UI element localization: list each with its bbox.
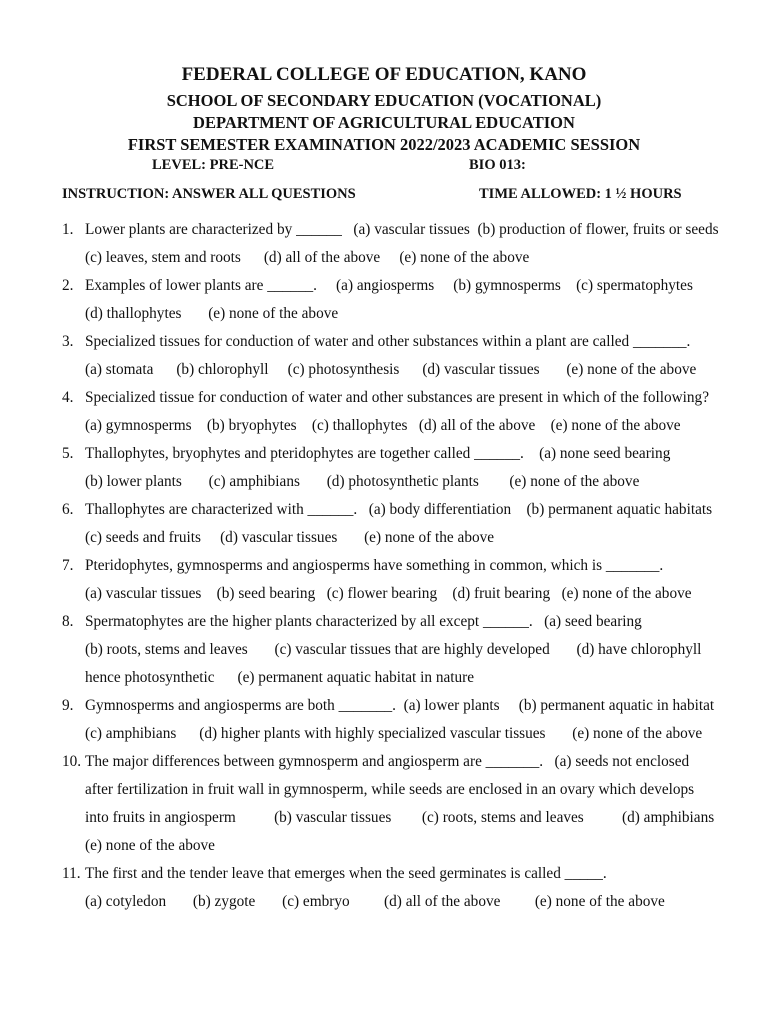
question-text: Gymnosperms and angiosperms are both _______. (a) lower plants (b) permanent aquatic in habitat — [85, 697, 715, 714]
question-line — [0, 720, 768, 748]
question-options: (c) amphibians (d) higher plants with highly specialized vascular tissues (e) none of the above — [85, 725, 703, 742]
instruction-text: INSTRUCTION: ANSWER ALL QUESTIONS — [62, 186, 356, 202]
question-item — [0, 216, 768, 272]
question-number: 9. — [62, 697, 74, 714]
question-line — [0, 692, 768, 720]
question-line — [0, 636, 768, 664]
question-text: Lower plants are characterized by ______ (a) vascular tissues (b) production of flower, fruits or seeds — [85, 221, 719, 238]
question-text: Spermatophytes are the higher plants characterized by all except ______. (a) seed bearing — [85, 613, 642, 630]
question-line — [0, 608, 768, 636]
question-text: The first and the tender leave that emerges when the seed germinates is called _____. — [85, 865, 607, 882]
question-options: (a) gymnosperms (b) bryophytes (c) thallophytes (d) all of the above (e) none of the above — [85, 417, 681, 434]
question-line — [0, 804, 768, 832]
question-item — [0, 440, 768, 496]
question-line — [0, 300, 768, 328]
question-line — [0, 860, 768, 888]
question-options: (a) vascular tissues (b) seed bearing (c) flower bearing (d) fruit bearing (e) none of the above — [85, 585, 692, 602]
question-number: 11. — [62, 865, 81, 882]
question-item — [0, 608, 768, 692]
question-item — [0, 860, 768, 916]
exam-title: FIRST SEMESTER EXAMINATION 2022/2023 ACADEMIC SESSION — [127, 135, 641, 154]
question-line — [0, 244, 768, 272]
question-text: Pteridophytes, gymnosperms and angiosperms have something in common, which is _______. — [85, 557, 664, 574]
question-line — [0, 888, 768, 916]
question-options: (b) roots, stems and leaves (c) vascular tissues that are highly developed (d) have chlorophyll — [85, 641, 702, 658]
question-options: (e) none of the above — [85, 837, 215, 854]
question-number: 4. — [62, 389, 74, 406]
question-item — [0, 328, 768, 384]
question-line — [0, 272, 768, 300]
question-item — [0, 384, 768, 440]
question-item — [0, 272, 768, 328]
question-text: The major differences between gymnosperm and angiosperm are _______. (a) seeds not enclosed — [85, 753, 690, 770]
question-line — [0, 328, 768, 356]
question-number: 6. — [62, 501, 74, 518]
question-line — [0, 776, 768, 804]
question-text: Examples of lower plants are ______. (a) angiosperms (b) gymnosperms (c) spermatophytes — [85, 277, 693, 294]
department-title: DEPARTMENT OF AGRICULTURAL EDUCATION — [193, 113, 575, 132]
question-number: 5. — [62, 445, 74, 462]
question-number: 7. — [62, 557, 74, 574]
question-line — [0, 468, 768, 496]
question-line — [0, 356, 768, 384]
question-line — [0, 412, 768, 440]
question-options: (d) thallophytes (e) none of the above — [85, 305, 339, 322]
time-allowed: TIME ALLOWED: 1 ½ HOURS — [479, 186, 682, 202]
question-line — [0, 384, 768, 412]
question-line — [0, 748, 768, 776]
question-item — [0, 748, 768, 860]
college-title: FEDERAL COLLEGE OF EDUCATION, KANO — [181, 64, 587, 85]
course-code: BIO 013: — [469, 157, 526, 173]
question-options: (c) seeds and fruits (d) vascular tissues (e) none of the above — [85, 529, 495, 546]
question-text: Specialized tissues for conduction of water and other substances within a plant are called _______. — [85, 333, 691, 350]
question-line — [0, 216, 768, 244]
question-text: Thallophytes are characterized with ______. (a) body differentiation (b) permanent aquatic habitats — [85, 501, 713, 518]
question-number: 8. — [62, 613, 74, 630]
question-line — [0, 580, 768, 608]
question-line — [0, 524, 768, 552]
question-text: Thallophytes, bryophytes and pteridophytes are together called ______. (a) none seed bearing — [85, 445, 671, 462]
question-number: 3. — [62, 333, 74, 350]
level-label: LEVEL: PRE-NCE — [152, 157, 275, 173]
question-line — [0, 440, 768, 468]
question-line — [0, 552, 768, 580]
question-number: 1. — [62, 221, 74, 238]
question-line — [0, 496, 768, 524]
question-options: (c) leaves, stem and roots (d) all of the above (e) none of the above — [85, 249, 530, 266]
question-list — [0, 216, 768, 916]
question-options: (a) stomata (b) chlorophyll (c) photosynthesis (d) vascular tissues (e) none of the above — [85, 361, 697, 378]
question-options: (a) cotyledon (b) zygote (c) embryo (d) all of the above (e) none of the above — [85, 893, 665, 910]
question-number: 10. — [62, 753, 82, 770]
question-line — [0, 832, 768, 860]
question-item — [0, 552, 768, 608]
question-options: after fertilization in fruit wall in gymnosperm, while seeds are enclosed in an ovary which develops — [85, 781, 695, 798]
question-line — [0, 664, 768, 692]
question-options: into fruits in angiosperm (b) vascular tissues (c) roots, stems and leaves (d) amphibians — [85, 809, 715, 826]
question-options: (b) lower plants (c) amphibians (d) photosynthetic plants (e) none of the above — [85, 473, 640, 490]
question-number: 2. — [62, 277, 74, 294]
question-text: Specialized tissue for conduction of water and other substances are present in which of the following? — [85, 389, 709, 406]
question-item — [0, 496, 768, 552]
question-item — [0, 692, 768, 748]
question-options: hence photosynthetic (e) permanent aquatic habitat in nature — [85, 669, 475, 686]
school-title: SCHOOL OF SECONDARY EDUCATION (VOCATIONAL) — [166, 91, 602, 110]
